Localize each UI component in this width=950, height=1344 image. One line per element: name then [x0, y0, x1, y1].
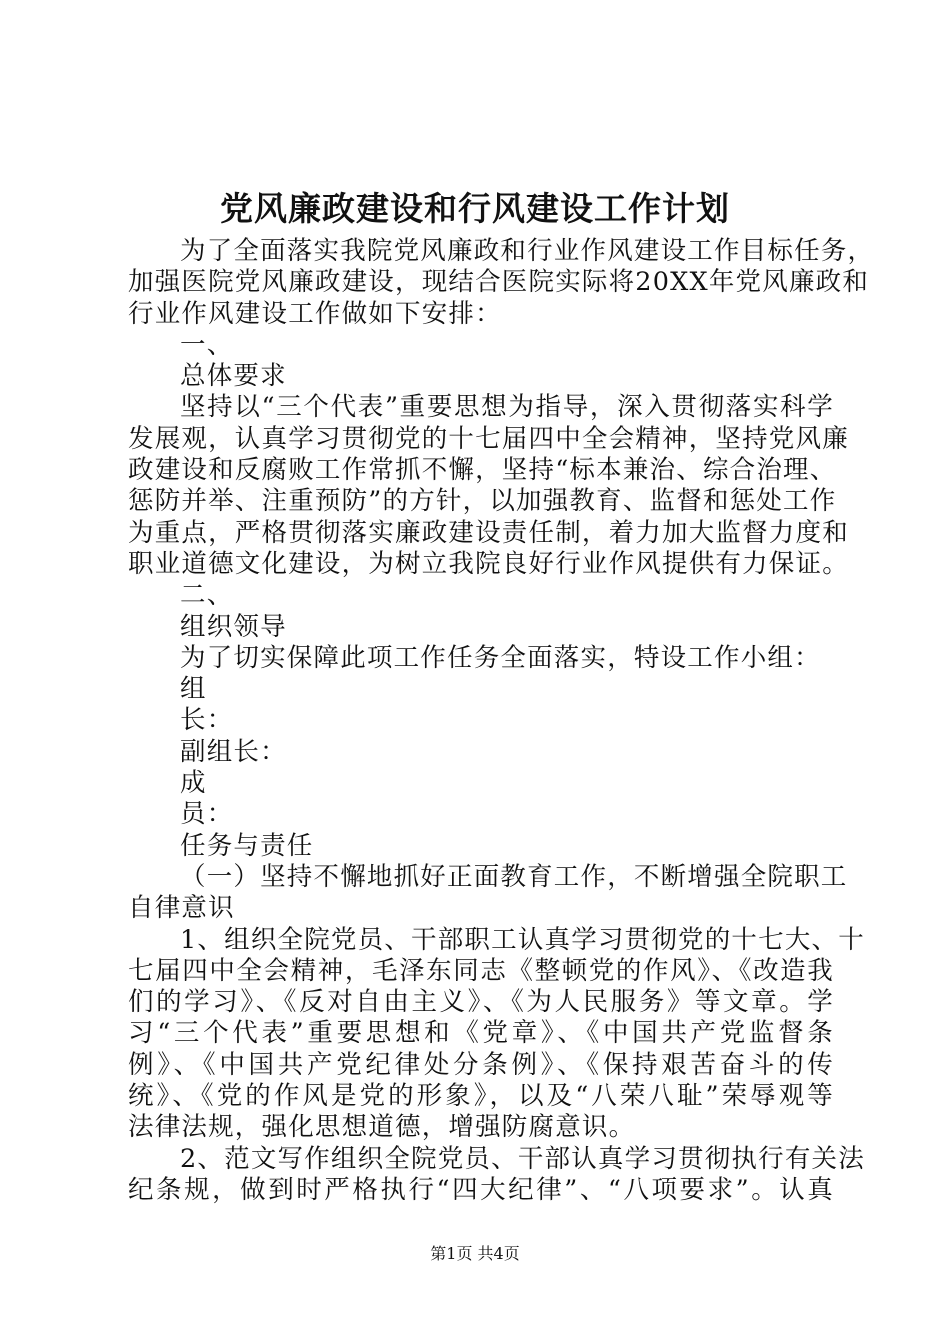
body-text-line: 坚持以“三个代表”重要思想为指导，深入贯彻落实科学 [180, 392, 834, 423]
body-text-line: 加强医院党风廉政建设，现结合医院实际将20XX年党风廉政和 [128, 267, 870, 298]
body-text-line: 自律意识 [128, 893, 235, 924]
body-text-line: 们的学习》、《反对自由主义》、《为人民服务》等文章。学 [128, 987, 834, 1018]
body-text-line: 纪条规，做到时严格执行“四大纪律”、“八项要求”。认真 [128, 1174, 834, 1205]
body-text-line: 二、 [180, 580, 234, 611]
body-text-line: 组织领导 [180, 611, 287, 642]
body-text-line: 法律法规，强化思想道德，增强防腐意识。 [128, 1112, 636, 1143]
document-title: 党风廉政建设和行风建设工作计划 [220, 189, 730, 228]
body-text-line: 长： [180, 705, 234, 736]
body-text-line: 例》、《中国共产党纪律处分条例》、《保持艰苦奋斗的传 [128, 1049, 834, 1080]
body-text-line: 惩防并举、注重预防”的方针，以加强教育、监督和惩处工作 [128, 486, 837, 517]
body-text-line: 1、组织全院党员、干部职工认真学习贯彻党的十七大、十 [180, 924, 865, 955]
body-text-line: 行业作风建设工作做如下安排： [128, 298, 502, 329]
body-text-line: 任务与责任 [180, 830, 314, 861]
body-text-line: 为了全面落实我院党风廉政和行业作风建设工作目标任务， [180, 236, 875, 266]
body-text-line: 员： [180, 799, 234, 830]
body-text-line: 2、范文写作组织全院党员、干部认真学习贯彻执行有关法 [180, 1143, 865, 1174]
body-text-line: 习“三个代表”重要思想和《党章》、《中国共产党监督条 [128, 1018, 834, 1049]
body-text-line: 成 [180, 768, 207, 799]
body-text-line: 总体要求 [180, 361, 287, 392]
body-text-line: 副组长： [180, 736, 287, 767]
body-text-line: 统》、《党的作风是党的形象》，以及“八荣八耻”荣辱观等 [128, 1081, 834, 1112]
body-text-line: 发展观，认真学习贯彻党的十七届四中全会精神，坚持党风廉 [128, 423, 849, 454]
body-text-line: 组 [180, 674, 207, 705]
body-text-line: 职业道德文化建设，为树立我院良好行业作风提供有力保证。 [128, 548, 849, 579]
body-text-line: （一）坚持不懈地抓好正面教育工作，不断增强全院职工 [180, 861, 848, 892]
body-text-line: 一、 [180, 329, 234, 360]
body-text-line: 为了切实保障此项工作任务全面落实，特设工作小组： [180, 642, 821, 673]
body-text-line: 为重点，严格贯彻落实廉政建设责任制，着力加大监督力度和 [128, 517, 849, 548]
body-text-line: 七届四中全会精神，毛泽东同志《整顿党的作风》、《改造我 [128, 955, 834, 986]
document-body [128, 236, 875, 1206]
body-text-line: 政建设和反腐败工作常抓不懈，坚持“标本兼治、综合治理、 [128, 455, 837, 486]
page-footer: 第1页 共4页 [430, 1244, 520, 1263]
